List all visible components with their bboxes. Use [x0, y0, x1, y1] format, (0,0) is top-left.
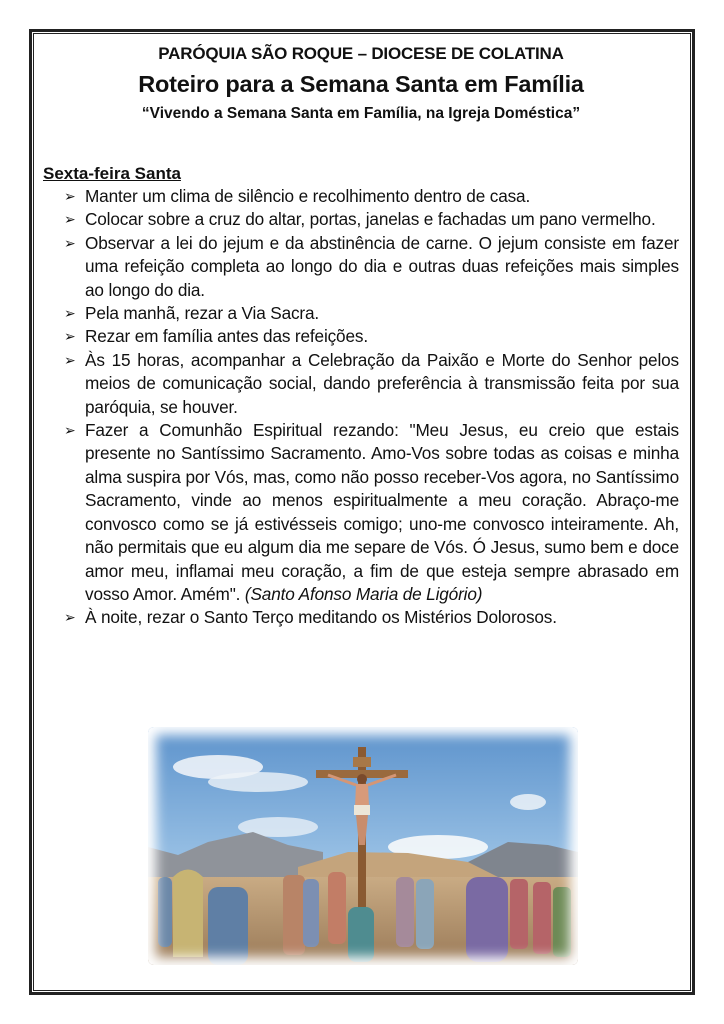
parish-heading: PARÓQUIA SÃO ROQUE – DIOCESE DE COLATINA: [158, 44, 564, 63]
list-item: [43, 325, 679, 348]
list-item-text: Fazer a Comunhão Espiritual rezando: "Meu Jesus, eu creio que estais presente no Santíssimo Sacramento. Amo-Vos sobre todas as coisas e minha alma suspira por Vós, mas, como não posso receber-Vos agora, no Santíssimo Sacramento, vinde ao menos espiritualmente a meu coração. Abraço-me convosco como se já estivésseis comigo; uno-me convosco inteiramente. Ah, não permitais que eu algum dia me separe de Vós. Ó Jesus, sumo bem e doce amor meu, inflamai meu coração, a fim de que esteja sempre abrasado em vosso Amor. Amém".: [85, 420, 679, 604]
list-item: [43, 185, 679, 208]
list-item: [43, 208, 679, 231]
list-item-text: Colocar sobre a cruz do altar, portas, janelas e fachadas um pano vermelho.: [85, 209, 656, 230]
figure-body: [355, 784, 369, 807]
arrowhead-bullet-icon: ➢: [64, 609, 76, 626]
figure-cloth: [354, 805, 370, 815]
figure-head: [357, 774, 367, 784]
arrowhead-bullet-icon: ➢: [64, 422, 76, 439]
list-item-text: À noite, rezar o Santo Terço meditando os Mistérios Dolorosos.: [85, 607, 557, 628]
instruction-list: [43, 185, 679, 630]
list-item-text: Manter um clima de silêncio e recolhimento dentro de casa.: [85, 186, 531, 206]
arrowhead-bullet-icon: ➢: [64, 305, 76, 322]
list-item: [43, 232, 679, 302]
list-item: [43, 606, 679, 629]
list-item-text: Pela manhã, rezar a Via Sacra.: [85, 303, 320, 324]
section-title: Sexta-feira Santa: [43, 164, 181, 183]
arrowhead-bullet-icon: ➢: [64, 351, 76, 368]
document-title: Roteiro para a Semana Santa em Família: [138, 71, 584, 97]
cloud: [208, 772, 308, 792]
prayer-citation: (Santo Afonso Maria de Ligório): [244, 583, 483, 604]
document-subtitle: “Vivendo a Semana Santa em Família, na Igreja Doméstica”: [141, 105, 581, 122]
arrowhead-bullet-icon: ➢: [64, 188, 76, 204]
list-item: [43, 419, 679, 606]
cloud: [510, 794, 546, 810]
list-item-text: Observar a lei do jejum e da abstinência de carne. O jejum consiste em fazer uma refeição completa ao longo do dia e outras duas refeições mais simples ao longo do dia.: [85, 232, 679, 300]
crucifixion-illustration: [148, 727, 578, 965]
arrowhead-bullet-icon: ➢: [64, 211, 76, 228]
arrowhead-bullet-icon: ➢: [64, 328, 76, 345]
list-item-text: Rezar em família antes das refeições.: [85, 326, 368, 347]
list-item: [43, 302, 679, 325]
cross-title-plaque: [353, 757, 371, 767]
list-item-text: Às 15 horas, acompanhar a Celebração da Paixão e Morte do Senhor pelos meios de comunicação social, dando preferência à transmissão feita por sua paróquia, se houver.: [85, 349, 679, 417]
list-item: [43, 349, 679, 419]
arrowhead-bullet-icon: ➢: [64, 234, 76, 251]
crucifixion-scene-graphic: [148, 727, 578, 965]
document-content: [43, 41, 679, 630]
